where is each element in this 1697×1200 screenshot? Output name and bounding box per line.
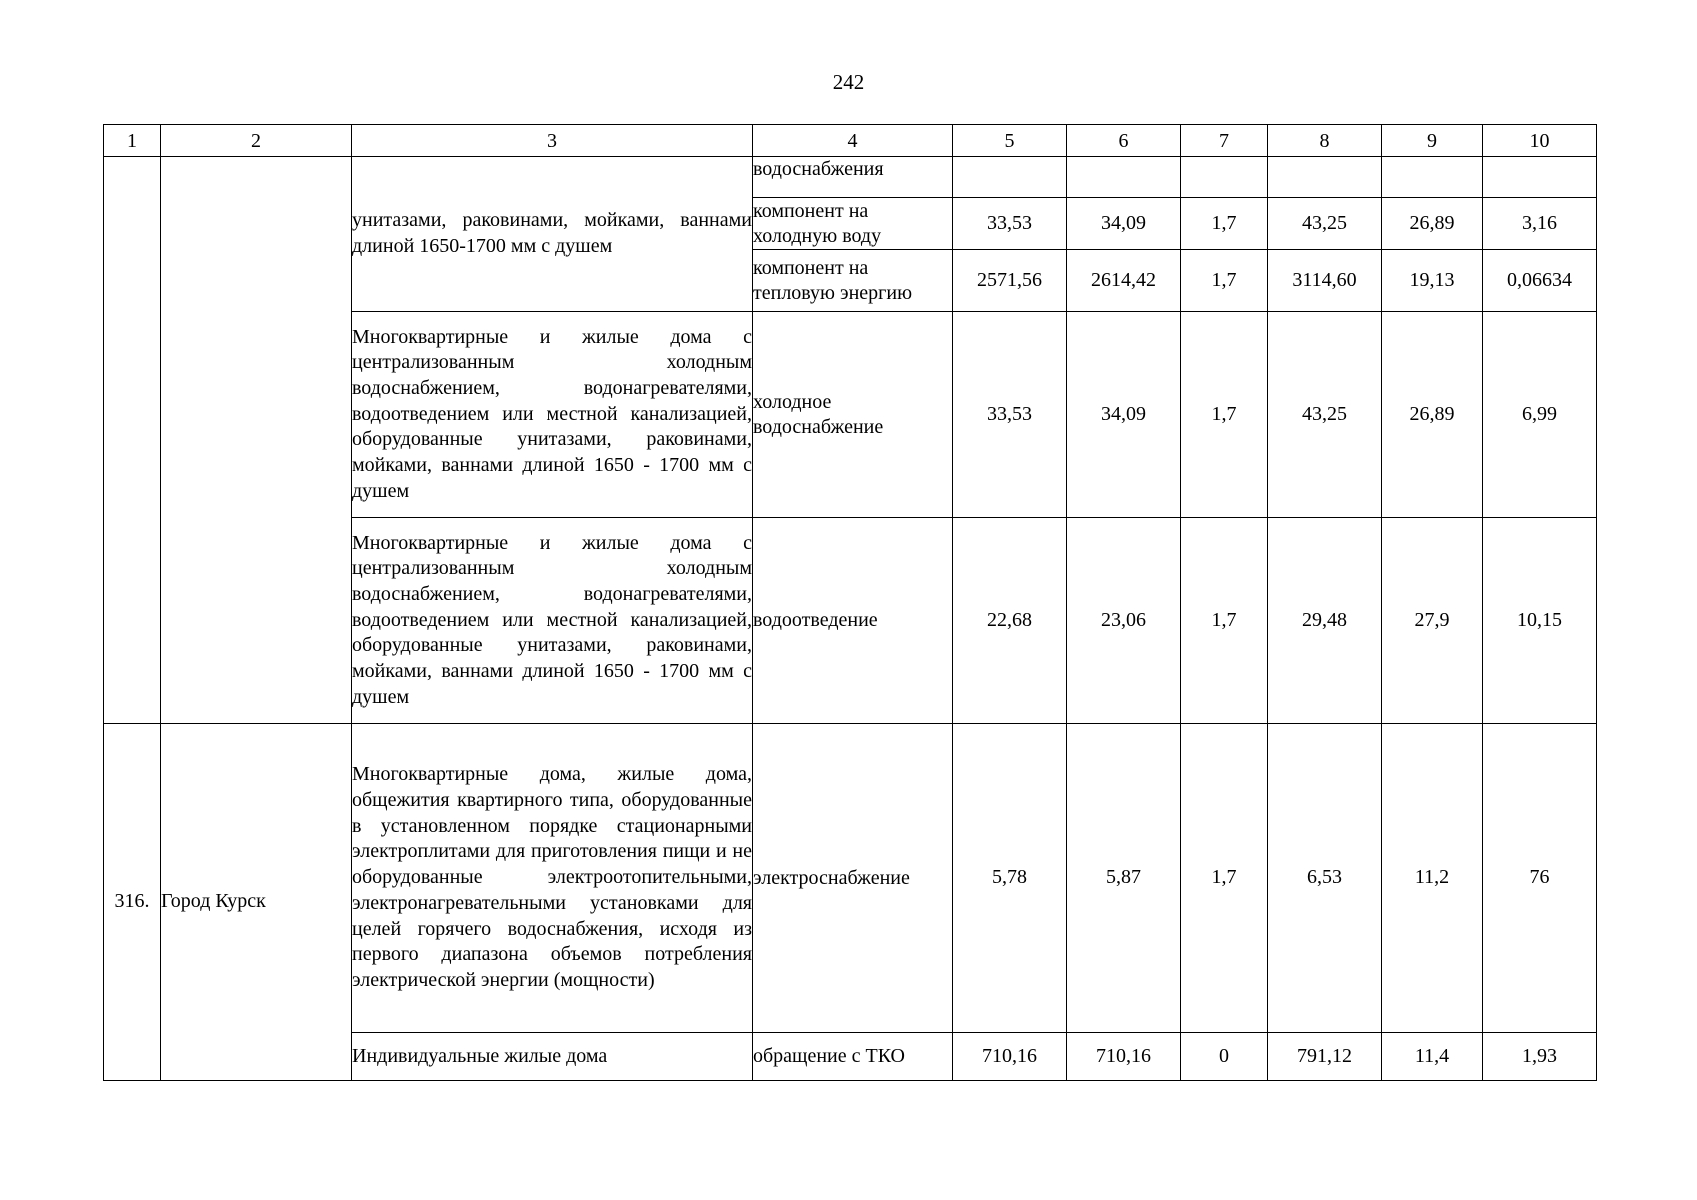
column-header: 4 <box>753 125 953 157</box>
empty-number-cell <box>104 157 161 724</box>
value-cell: 3,16 <box>1483 198 1597 250</box>
value-cell: 2614,42 <box>1067 250 1181 312</box>
value-cell: 1,7 <box>1181 198 1268 250</box>
value-cell: 1,93 <box>1483 1033 1597 1081</box>
value-cell <box>1181 157 1268 198</box>
value-cell <box>1483 157 1597 198</box>
value-cell: 3114,60 <box>1268 250 1382 312</box>
column-header: 7 <box>1181 125 1268 157</box>
consumer-category-cell: Индивидуальные жилые дома <box>352 1033 753 1081</box>
value-cell <box>953 157 1067 198</box>
value-cell: 27,9 <box>1382 518 1483 724</box>
column-header: 9 <box>1382 125 1483 157</box>
column-header: 2 <box>161 125 352 157</box>
value-cell: 0 <box>1181 1033 1268 1081</box>
value-cell: 1,7 <box>1181 724 1268 1033</box>
value-cell: 1,7 <box>1181 312 1268 518</box>
value-cell: 19,13 <box>1382 250 1483 312</box>
column-header: 6 <box>1067 125 1181 157</box>
consumer-category-cell: Многоквартирные и жилые дома с централизованным холодным водоснабжением, водонагревателями, водоотведением или местной канализацией, оборудованные унитазами, раковинами, мойками, ваннами длиной 1650 - 1700 мм с душем <box>352 518 753 724</box>
service-cell: холодное водоснабжение <box>753 312 953 518</box>
value-cell: 791,12 <box>1268 1033 1382 1081</box>
table-row <box>104 724 1597 1033</box>
value-cell: 33,53 <box>953 312 1067 518</box>
consumer-category-cell: Многоквартирные дома, жилые дома, общежития квартирного типа, оборудованные в установленном порядке стационарными электроплитами для приготовления пищи и не оборудованные электроотопительными, электронагревательными установками для целей горячего водоснабжения, исходя из первого диапазона объемов потребления электрической энергии (мощности) <box>352 724 753 1033</box>
page-number: 242 <box>832 70 865 94</box>
value-cell: 10,15 <box>1483 518 1597 724</box>
value-cell: 5,78 <box>953 724 1067 1033</box>
service-cell: компонент на тепловую энергию <box>753 250 953 312</box>
column-header: 8 <box>1268 125 1382 157</box>
value-cell: 34,09 <box>1067 312 1181 518</box>
value-cell: 43,25 <box>1268 312 1382 518</box>
value-cell: 11,4 <box>1382 1033 1483 1081</box>
city-cell: Город Курск <box>161 724 352 1081</box>
value-cell: 11,2 <box>1382 724 1483 1033</box>
consumer-category-cell: унитазами, раковинами, мойками, ваннами длиной 1650-1700 мм с душем <box>352 157 753 312</box>
tariff-table <box>103 124 1597 1081</box>
column-header: 3 <box>352 125 753 157</box>
service-cell: компонент на холодную воду <box>753 198 953 250</box>
value-cell: 5,87 <box>1067 724 1181 1033</box>
column-header: 5 <box>953 125 1067 157</box>
value-cell: 76 <box>1483 724 1597 1033</box>
entry-number-cell: 316. <box>104 724 161 1081</box>
consumer-category-cell: Многоквартирные и жилые дома с централизованным холодным водоснабжением, водонагревателями, водоотведением или местной канализацией, оборудованные унитазами, раковинами, мойками, ваннами длиной 1650 - 1700 мм с душем <box>352 312 753 518</box>
value-cell: 34,09 <box>1067 198 1181 250</box>
value-cell: 33,53 <box>953 198 1067 250</box>
value-cell: 6,99 <box>1483 312 1597 518</box>
value-cell: 0,06634 <box>1483 250 1597 312</box>
value-cell: 23,06 <box>1067 518 1181 724</box>
value-cell: 43,25 <box>1268 198 1382 250</box>
service-cell: водоснабжения <box>753 157 953 198</box>
service-cell: электроснабжение <box>753 724 953 1033</box>
value-cell: 29,48 <box>1268 518 1382 724</box>
value-cell: 26,89 <box>1382 198 1483 250</box>
value-cell <box>1067 157 1181 198</box>
value-cell: 22,68 <box>953 518 1067 724</box>
service-cell: водоотведение <box>753 518 953 724</box>
value-cell: 710,16 <box>1067 1033 1181 1081</box>
value-cell: 1,7 <box>1181 250 1268 312</box>
column-header: 10 <box>1483 125 1597 157</box>
value-cell: 2571,56 <box>953 250 1067 312</box>
value-cell <box>1268 157 1382 198</box>
value-cell: 1,7 <box>1181 518 1268 724</box>
column-header: 1 <box>104 125 161 157</box>
value-cell: 6,53 <box>1268 724 1382 1033</box>
value-cell: 26,89 <box>1382 312 1483 518</box>
value-cell <box>1382 157 1483 198</box>
header-row <box>104 125 1597 157</box>
empty-city-cell <box>161 157 352 724</box>
value-cell: 710,16 <box>953 1033 1067 1081</box>
table-row <box>104 157 1597 198</box>
service-cell: обращение с ТКО <box>753 1033 953 1081</box>
